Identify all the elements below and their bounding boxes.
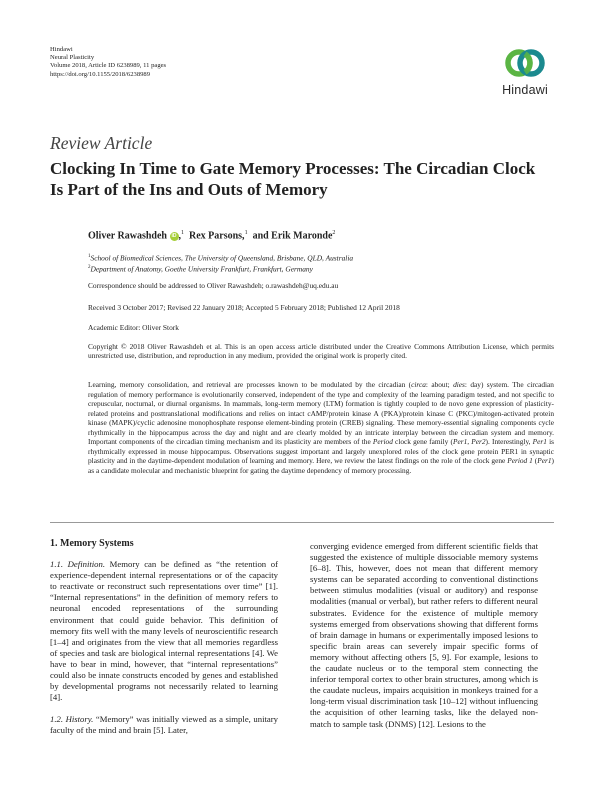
section-heading: 1. Memory Systems [50, 538, 134, 549]
article-dates: Received 3 October 2017; Revised 22 January 2018; Accepted 5 February 2018; Published 12 April 2018 [88, 303, 400, 312]
section-divider [50, 522, 554, 523]
academic-editor: Academic Editor: Oliver Stork [88, 323, 179, 332]
affiliation-2: $^2$Department of Anatomy, Goethe University Frankfurt, Frankfurt, Germany [88, 264, 313, 274]
article-title: Clocking In Time to Gate Memory Processes: The Circadian Clock Is Part of the Ins and Outs of Memory [50, 159, 536, 199]
correspondence: Correspondence should be addressed to Oliver Rawashdeh; o.rawashdeh@uq.edu.au [88, 281, 339, 290]
author-affiliation-mark: 2 [332, 230, 336, 236]
author-affiliation-mark: 1 [244, 230, 248, 236]
affiliation-1: $^1$School of Biomedical Sciences, The University of Queensland, Brisbane, QLD, Australia [88, 253, 354, 263]
affiliations [88, 252, 554, 274]
author-name: Rex Parsons, [189, 230, 245, 242]
author-name: Oliver Rawashdeh [88, 230, 167, 242]
copyright-notice: Copyright © 2018 Oliver Rawashdeh et al. This is an open access article distributed under the Creative Commons Attribution License, which permits unrestricted use, distribution, and reproduction in any medium, provided the original work is properly cited. [88, 342, 554, 361]
author-list: Oliver Rawashdeh iD ,$^1$ Rex Parsons,$^1$ and Erik Maronde$^2$ [88, 230, 336, 242]
body-column-right [310, 541, 538, 730]
paragraph-continued: converging evidence emerged from different scientific fields that suggested the existence of multiple dissociable memory systems [6–8]. This, however, does not mean that different memory systems can be separated according to conventional distinctions between stimulus modalities (visual or auditory) and response modalities (manual or verbal), but rather refers to different neural substrates. Evidence for the existence of multiple memory systems emerged from observations showing that different forms of brain damage in humans or experimentally imposed lesions to specific brain areas can severely impair specific forms of memory without affecting others [5, 9]. For example, lesions to the caudate nucleus or to the temporal stem connecting the inferior temporal cortex to other brain structures, among which is the caudate nucleus, impairs acquisition in monkeys trained for a long-term visual discrimination task [10–12] without influencing the acquisition of other learning tasks, like the delayed non-match to sample task (DNMS) [12]. Lesions to the [310, 541, 538, 729]
hindawi-rings-icon [503, 44, 547, 82]
hindawi-logo [496, 44, 554, 97]
orcid-icon[interactable]: iD [171, 233, 177, 240]
abstract: Learning, memory consolidation, and retrieval are processes known to be modulated by the circadian (circa: about; dies: day) system. The circadian regulation of memory performance is evolutionarily conserved, independent of the type and complexity of the learning paradigm tested, and not specific to crepuscular, nocturnal, or diurnal organisms. In mammals, long-term memory (LTM) formation is tightly coupled to de novo gene expression of plasticity-related proteins and posttranslational modifications and relies on intact cAMP/protein kinase A (PKA)/protein kinase C (PKC)/mitogen-activated protein kinase (MAPK)/cyclic adenosine monophosphate response element-binding protein (CREB) signaling. These memory-essential signaling components cycle rhythmically in the hippocampus across the day and night and are clearly molded by an intricate interplay between the circadian system and memory. Important components of the circadian timing mechanism and its plasticity are members of the Period clock gene family (Per1, Per2). Interestingly, Per1 is rhythmically expressed in mouse hippocampus. Observations suggest important and largely unexplored roles of the clock gene protein PER1 in synaptic plasticity and in the daytime-dependent modulation of learning and memory. Here, we review the latest findings on the role of the clock gene Period 1 (Per1) as a candidate molecular and mechanistic blueprint for gating the daytime dependency of memory processing. [88, 380, 555, 475]
publisher-name: Hindawi [50, 46, 73, 53]
author-affiliation-mark: 1 [181, 230, 184, 236]
article-type: Review Article [50, 133, 153, 153]
logo-wordmark: Hindawi [502, 83, 548, 97]
paragraph-history: 1.2. History. “Memory” was initially viewed as a simple, unitary faculty of the mind and brain [5]. Later, [50, 714, 278, 736]
journal-name: Neural Plasticity [50, 54, 95, 62]
doi-link[interactable]: https://doi.org/10.1155/2018/6238989 [50, 70, 151, 78]
paragraph-definition: 1.1. Definition. Memory can be defined as “the retention of experience-dependent internal representations or of the capacity to reactivate or reconstruct such representations over time” [1]. “Internal representations” in the definition of memory refers to neuronal encoded representations of the surrounding environment that could guide behavior. This definition of memory fits well with the many levels of neuroscientific research [1–4] and originates from the view that all memories regardless of species and task are biological internal representations [4]. We have to bear in mind, however, that “internal representations” could also be innate constructs encoded by genes and established by developmental programs not necessarily related to learning [4]. [50, 559, 278, 703]
volume-info: Volume 2018, Article ID 6238989, 11 pages [50, 62, 167, 70]
journal-meta [50, 46, 166, 79]
author-name: and Erik Maronde [252, 230, 333, 242]
body-column-left [50, 538, 278, 737]
